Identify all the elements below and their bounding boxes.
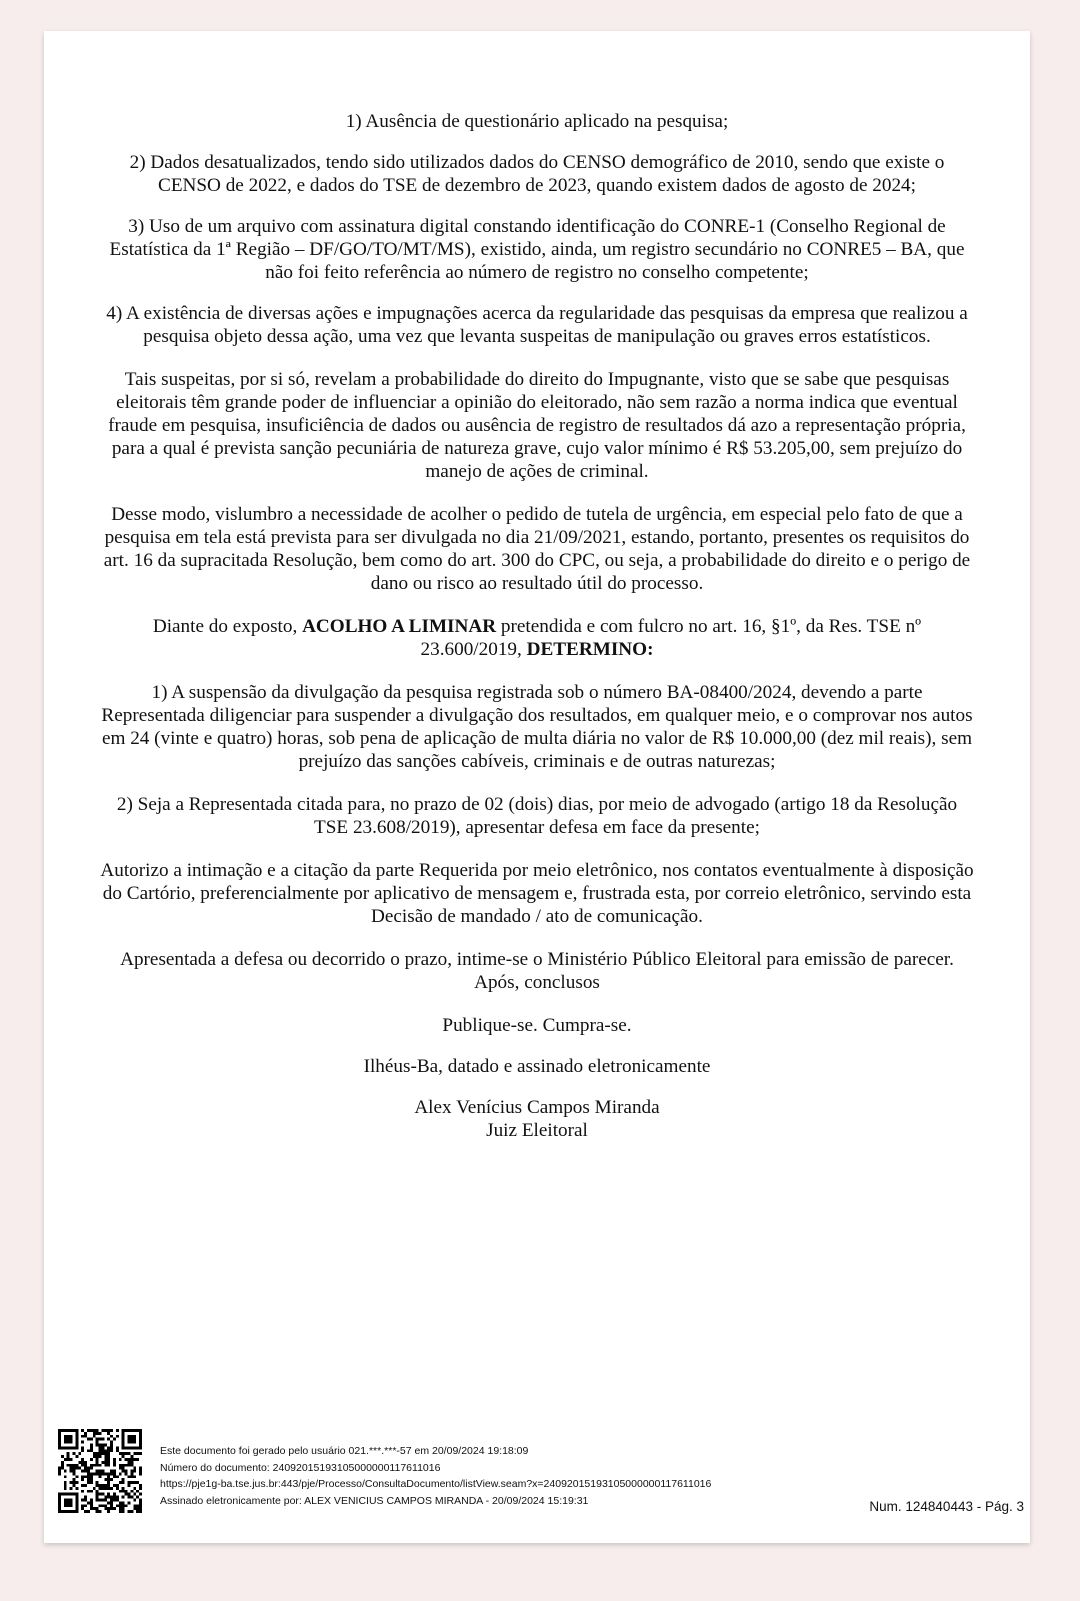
paragraph-diante — [100, 615, 974, 661]
qr-code-icon — [58, 1429, 142, 1513]
document-page — [44, 31, 1030, 1543]
signature-block — [100, 1096, 974, 1142]
document-url-link[interactable]: https://pje1g-ba.tse.jus.br:443/pje/Processo/ConsultaDocumento/listView.seam?x=24092015193105000000117611016 — [160, 1478, 712, 1490]
item-2: 2) Dados desatualizados, tendo sido utilizados dados do CENSO demográfico de 2010, sendo que existe o CENSO de 2022, e dados do TSE de dezembro de 2023, quando existem dados de agosto de 2024; — [129, 152, 945, 196]
footer-metadata — [160, 1443, 711, 1509]
item-1: 1) Ausência de questionário aplicado na pesquisa; — [345, 111, 729, 132]
signer-title: Juiz Eleitoral — [486, 1120, 588, 1141]
document-body — [100, 110, 974, 1142]
determination-1: 1) A suspensão da divulgação da pesquisa registrada sob o número BA-08400/2024, devendo a parte Representada diligenciar para suspender a divulgação dos resultados, em qualquer meio, e o comprovar nos autos em 24 (vinte e quatro) horas, sob pena de aplicação de multa diária no valor de R$ 10.000,00 (dez mil reais), sem prejuízo das sanções cabíveis, criminais e de outras naturezas; — [101, 682, 973, 772]
paragraph-suspeitas: Tais suspeitas, por si só, revelam a probabilidade do direito do Impugnante, visto que se sabe que pesquisas eleitorais têm grande poder de influenciar a opinião do eleitorado, não sem razão a norma indica que eventual fraude em pesquisa, insuficiência de dados ou ausência de registro de resultados dá azo a representação própria, para a qual é prevista sanção pecuniária de natureza grave, cujo valor mínimo é R$ 53.205,00, sem prejuízo do manejo de ações de criminal. — [108, 369, 966, 482]
document-number-line: Número do documento: 24092015193105000000117611016 — [160, 1461, 441, 1474]
diante-text-1: Diante do exposto, — [152, 616, 303, 637]
item-3: 3) Uso de um arquivo com assinatura digital constando identificação do CONRE-1 (Conselho Regional de Estatística da 1ª Região – DF/GO/TO/MT/MS), existido, ainda, um registro secundário no CONRE5 – BA, que não foi feito referência ao número de registro no conselho competente; — [109, 216, 965, 283]
determination-2: 2) Seja a Representada citada para, no prazo de 02 (dois) dias, por meio de advogado (artigo 18 da Resolução TSE 23.608/2019), apresentar defesa em face da presente; — [116, 794, 958, 838]
paragraph-desse-modo: Desse modo, vislumbro a necessidade de acolher o pedido de tutela de urgência, em especial pelo fato de que a pesquisa em tela está prevista para ser divulgada no dia 21/09/2021, estando, portanto, presentes os requisitos do art. 16 da supracitada Resolução, bem como do art. 300 do CPC, ou seja, a probabilidade do direito e o perigo de dano ou risco ao resultado útil do processo. — [103, 504, 971, 594]
acolho-liminar-bold: ACOLHO A LIMINAR — [302, 616, 497, 637]
paragraph-autorizo: Autorizo a intimação e a citação da parte Requerida por meio eletrônico, nos contatos eventualmente à disposição do Cartório, preferencialmente por aplicativo de mensagem e, frustrada esta, por correio eletrônico, servindo esta Decisão de mandado / ato de comunicação. — [100, 860, 974, 927]
signer-name: Alex Venícius Campos Miranda — [414, 1097, 660, 1118]
item-4: 4) A existência de diversas ações e impugnações acerca da regularidade das pesquisas da empresa que realizou a pesquisa objeto dessa ação, uma vez que levanta suspeitas de manipulação ou graves erros estatísticos. — [106, 303, 968, 347]
document-footer — [58, 1429, 1024, 1513]
determino-bold: DETERMINO: — [526, 639, 654, 660]
page-number: Num. 124840443 - Pág. 3 — [869, 1499, 1024, 1514]
diante-text-2: pretendida e com fulcro no art. 16, §1º, da Res. TSE nº 23.600/2019, — [420, 616, 922, 660]
generated-by-line: Este documento foi gerado pelo usuário 021.***.***-57 em 20/09/2024 19:18:09 — [160, 1445, 529, 1457]
signed-by-line: Assinado eletronicamente por: ALEX VENICIUS CAMPOS MIRANDA - 20/09/2024 15:19:31 — [160, 1494, 589, 1507]
location-date-line: Ilhéus-Ba, datado e assinado eletronicamente — [363, 1056, 711, 1077]
publique-line: Publique-se. Cumpra-se. — [442, 1015, 632, 1036]
paragraph-apresentada: Apresentada a defesa ou decorrido o prazo, intime-se o Ministério Público Eleitoral para emissão de parecer. Após, conclusos — [120, 949, 954, 993]
